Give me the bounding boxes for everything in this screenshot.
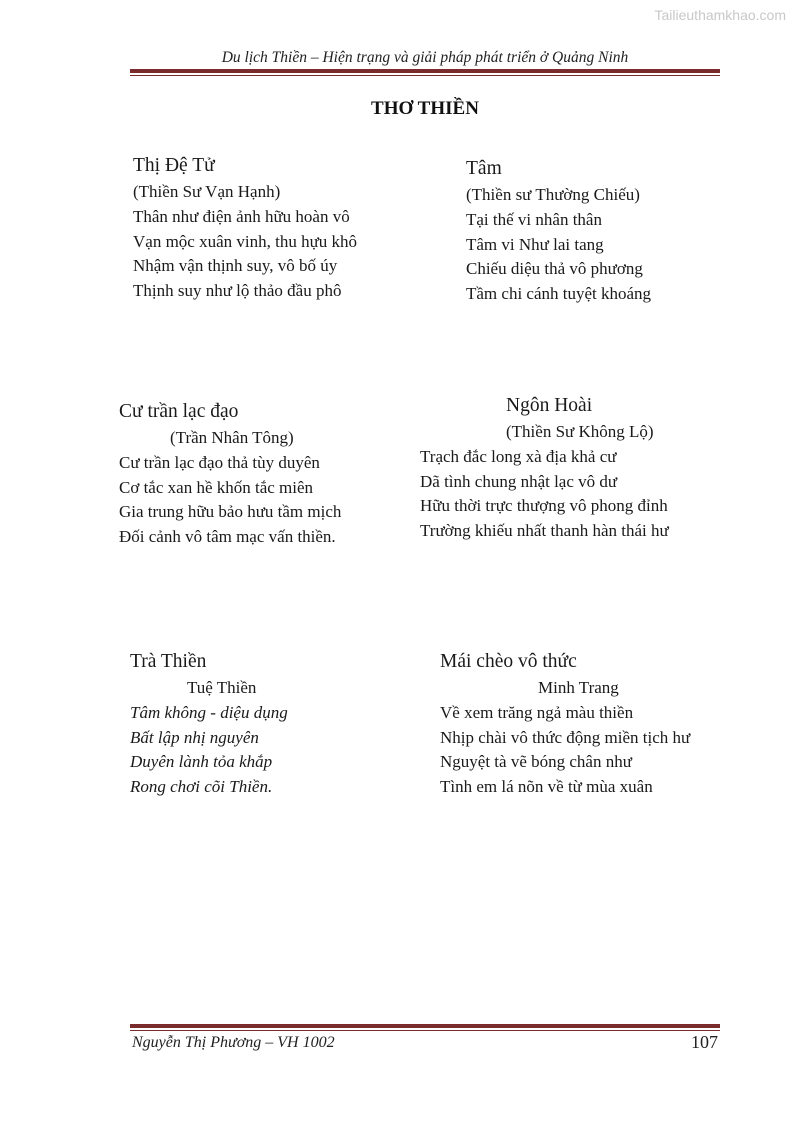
poem-line: Rong chơi cõi Thiền.	[130, 777, 273, 797]
poem-author: (Thiền sư Thường Chiếu)	[466, 185, 640, 204]
poem-author: Tuệ Thiền	[187, 678, 257, 697]
poem-line: Tâm không - diệu dụng	[130, 702, 288, 722]
poem-title: Cư trần lạc đạo	[119, 401, 239, 422]
poem-line: Hữu thời trực thượng vô phong đỉnh	[420, 496, 668, 516]
poem-title: Trà Thiền	[130, 651, 207, 672]
watermark: Tailieuthamkhao.com	[654, 7, 786, 23]
poem-line: Duyên lành tỏa khắp	[130, 752, 273, 772]
poem-thi-de-tu	[133, 153, 357, 304]
poem-ngon-hoai	[420, 393, 669, 544]
poem-line: Trường khiếu nhất thanh hàn thái hư	[420, 521, 669, 541]
poem-line: Nguyệt tà vẽ bóng chân như	[440, 752, 632, 772]
poem-line: Bất lập nhị nguyên	[130, 727, 259, 747]
poem-author: (Thiền Sư Không Lộ)	[506, 422, 654, 441]
header-rule	[130, 69, 720, 76]
poem-line: Dã tình chung nhật lạc vô dư	[420, 471, 618, 491]
poem-line: Tâm vi Như lai tang	[466, 234, 604, 254]
poem-line: Nhịp chài vô thức động miền tịch hư	[440, 727, 691, 747]
poem-line: Thân như điện ảnh hữu hoàn vô	[133, 206, 350, 226]
page-number: 107	[691, 1032, 718, 1052]
poem-line: Tình em lá nõn về từ mùa xuân	[440, 777, 653, 797]
poem-tra-thien	[130, 649, 288, 800]
poem-title: Ngôn Hoài	[506, 395, 593, 416]
poem-line: Tầm chi cánh tuyệt khoáng	[466, 284, 652, 304]
poem-tam	[466, 156, 651, 307]
poem-line: Nhậm vận thịnh suy, vô bố úy	[133, 256, 338, 276]
poem-line: Đối cảnh vô tâm mạc vấn thiền.	[119, 527, 336, 547]
poem-line: Cơ tắc xan hề khốn tắc miên	[119, 477, 314, 497]
poem-line: Gia trung hữu bảo hưu tầm mịch	[119, 502, 342, 522]
running-header: Du lịch Thiền – Hiện trạng và giải pháp phát triển ở Quảng Ninh	[221, 49, 629, 66]
poem-author: (Thiền Sư Vạn Hạnh)	[133, 182, 281, 201]
poem-line: Trạch đắc long xà địa khả cư	[420, 446, 617, 466]
page-title: THƠ THIỀN	[371, 98, 479, 119]
poem-line: Thịnh suy như lộ thảo đầu phô	[133, 281, 342, 301]
poem-line: Vạn mộc xuân vinh, thu hựu khô	[133, 231, 358, 251]
poem-line: Cư trần lạc đạo thả tùy duyên	[119, 452, 320, 472]
poem-title: Tâm	[466, 158, 502, 179]
poem-author: Minh Trang	[538, 678, 619, 697]
poem-title: Mái chèo vô thức	[440, 651, 577, 672]
poem-cu-tran-lac-dao	[119, 399, 341, 550]
poem-mai-cheo-vo-thuc	[440, 649, 690, 800]
footer-author: Nguyễn Thị Phương – VH 1002	[132, 1034, 335, 1051]
poem-title: Thị Đệ Tử	[133, 155, 215, 176]
poem-line: Chiếu diệu thả vô phương	[466, 259, 643, 279]
poem-line: Về xem trăng ngả màu thiền	[440, 702, 634, 722]
poem-line: Tại thế vi nhân thân	[466, 209, 602, 229]
footer-rule	[130, 1024, 720, 1031]
poem-author: (Trần Nhân Tông)	[170, 428, 294, 447]
